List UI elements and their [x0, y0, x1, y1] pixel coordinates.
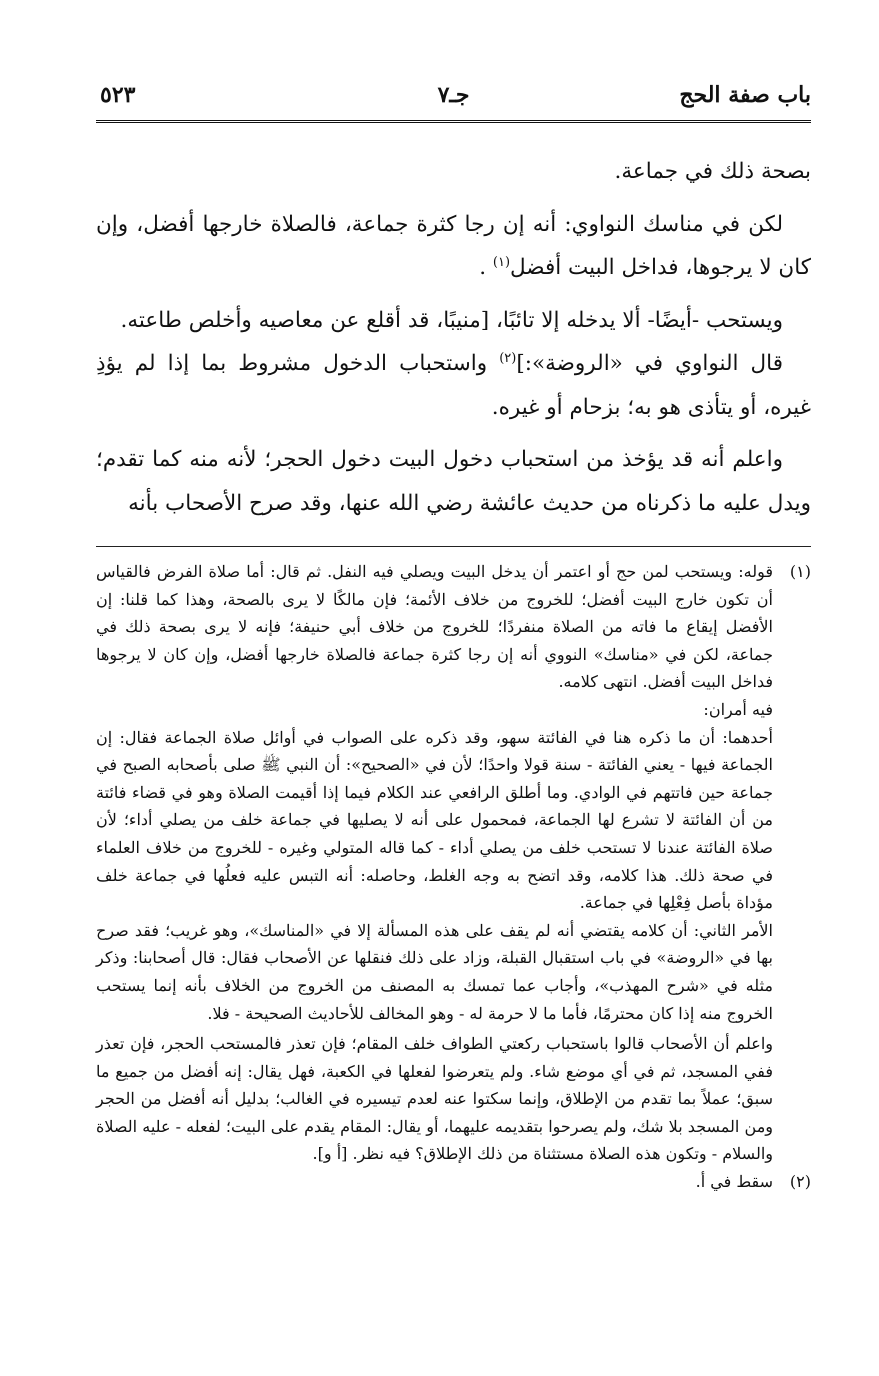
main-paragraph: بصحة ذلك في جماعة. — [614, 159, 811, 184]
footnote-ref[interactable]: (١) — [492, 254, 511, 270]
footnote-paragraph: واعلم أن الأصحاب قالوا باستحباب ركعتي الطواف خلف المقام؛ فإن تعذر فالمستحب الحجر، فإن تعذر ففي المسجد، ثم في أي موضع شاء. ولم يتعرضوا لفعلها في الكعبة، فهل يقال: إنه أفضل من جميع ما سبق؛ عملاً بما تقدم من الإطلاق، وإنما سكتوا عنه لعدم تيسيره في الغالب؛ بدليل أنه أفضل من الحجر ومن المسجد بلا شك، ولم يصرحوا بتقديمه عليهما، أو يقال: المقام يقدم على البيت؛ لفعله - عليه الصلاة والسلام - وتكون هذه الصلاة مستثناة من ذلك الإطلاق؟ فيه نظر. [أ و]. — [96, 1034, 773, 1164]
footnote-ref[interactable]: (٢) — [499, 350, 517, 366]
header-rule — [96, 120, 811, 125]
main-paragraph: واعلم أنه قد يؤخذ من استحباب دخول البيت دخول الحجر؛ لأنه منه كما تقدم؛ ويدل عليه ما ذكرناه من حديث عائشة رضي الله عنها، وقد صرح الأصحاب بأنه — [96, 447, 811, 516]
chapter-title: باب صفة الحج — [679, 82, 811, 108]
volume-label: جـ٧ — [437, 82, 470, 108]
page-number: ٥٢٣ — [100, 82, 136, 108]
footnote-paragraph: قوله: ويستحب لمن حج أو اعتمر أن يدخل البيت ويصلي فيه النفل. ثم قال: أما صلاة الفرض فالقياس أن تكون خارج البيت أفضل؛ للخروج من خلاف الأئمة؛ فإن مالكًا لا يرى بالصحة، وهذا كما قلنا: إن الأفضل إيقاع ما فاته من الصلاة منفردًا؛ للخروج من خلاف أبي حنيفة؛ فإنه لا يرى بصحة ذلك في جماعة، لكن في «مناسك» النووي أنه إن رجا كثرة جماعة فالصلاة خارجها أفضل، وإن كان لا يرجوها فداخل البيت أفضل. انتهى كلامه. — [96, 562, 773, 692]
main-paragraph: ويستحب -أيضًا- ألا يدخله إلا تائبًا، [منيبًا، قد أقلع عن معاصيه وأخلص طاعته. — [120, 307, 783, 333]
footnote — [96, 1168, 811, 1196]
footnote-rule — [96, 546, 811, 547]
footnotes — [96, 558, 811, 1196]
main-text — [96, 150, 811, 525]
footnote-number: (٢) — [789, 1172, 811, 1192]
footnote-paragraph: سقط في أ. — [695, 1172, 773, 1192]
main-paragraph: قال النواوي في «الروضة»:]$^{(٢)}$ واستحباب الدخول مشروط بما إذا لم يؤذِ غيره، أو يتأذى هو به؛ بزحام أو غيره. — [96, 350, 811, 420]
footnote-number: (١) — [789, 562, 811, 581]
footnote-paragraph: الأمر الثاني: أن كلامه يقتضي أنه لم يقف على هذه المسألة إلا في «المناسك»، وهو غريب؛ فقد صرح بها في «الروضة» في باب استقبال القبلة، وزاد على ذلك فنقلها عن الأصحاب فقال: قال أصحابنا: وذكر مثله في «شرح المهذب»، وأجاب عما تمسك به المصنف من الخروج من الخلاف بأنه إنما يستحب الخروج منه إذا كان محترمًا، فأما ما لا حرمة له - وهو المخالف للأحاديث الصحيحة - فلا. — [96, 920, 773, 1023]
footnote-paragraph: فيه أمران: — [703, 699, 773, 719]
book-page — [96, 0, 811, 1376]
main-paragraph: لكن في مناسك النواوي: أنه إن رجا كثرة جماعة، فالصلاة خارجها أفضل، وإن كان لا يرجوها، فداخل البيت أفضل$^{(١)}$ . — [96, 211, 811, 280]
footnote — [96, 558, 811, 1168]
running-head — [96, 82, 811, 116]
footnote-paragraph: أحدهما: أن ما ذكره هنا في الفائتة سهو، وقد ذكره على الصواب في أوائل صلاة الجماعة فقال: إن الجماعة فيها - يعني الفائتة - سنة قولا واحدًا؛ لأن في «الصحيح»: أن النبي ﷺ صلى بأصحابه الصبح في جماعة حين فاتتهم في الوادي. وما أطلق الرافعي عند الكلام فيما إذا أقيمت الصلاة وهو في قضاء فائتة من أن الفائتة لا تشرع لها الجماعة، فمحمول على أنه لا يصليها في جماعة خلف من يصلي أداء؛ لأن صلاة الفائتة عندنا لا تستحب خلف من يصلي أداء - كما قاله المتولي وغيره - للخروج من خلاف العلماء في صحة ذلك. هذا كلامه، وقد اتضح به وجه الغلط، وحاصله: أنه التبس عليه فعلُها في جماعة خلف مؤداة بأصل فِعْلِها في جماعة. — [96, 727, 774, 913]
